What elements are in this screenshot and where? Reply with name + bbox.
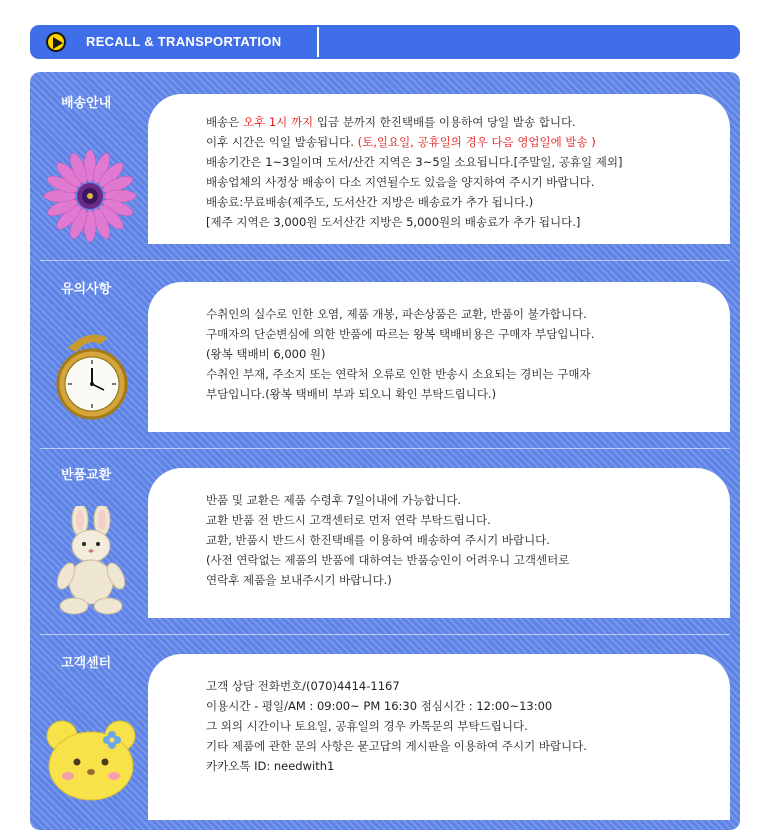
delivery-card (148, 94, 730, 244)
section-title: 유의사항 (61, 282, 112, 297)
exchange-text (206, 490, 718, 590)
text-span: 이후 시간은 익일 발송됩니다. (206, 135, 358, 149)
header-divider (317, 27, 319, 57)
exchange-card (148, 468, 730, 618)
play-icon (46, 32, 66, 52)
info-line (206, 212, 718, 232)
info-line (206, 696, 718, 716)
text-span: 수취인 부재, 주소지 또는 연락처 오류로 인한 반송시 소요되는 경비는 구매자 (206, 367, 591, 381)
text-span: 구매자의 단순변심에 의한 반품에 따르는 왕복 택배비용은 구매자 부담입니다. (206, 327, 595, 341)
page-title: RECALL & TRANSPORTATION (86, 34, 282, 49)
text-span: 배송료:무료배송(제주도, 도서산간 지방은 배송료가 추가 됩니다.) (206, 195, 534, 209)
info-line (206, 716, 718, 736)
notice-card (148, 282, 730, 432)
section-title: 배송안내 (61, 96, 112, 111)
text-span: 배송은 (206, 115, 243, 129)
info-line (206, 192, 718, 212)
flower-icon (44, 148, 136, 244)
delivery-text (206, 112, 718, 232)
service-card (148, 654, 730, 820)
info-line (206, 344, 718, 364)
section-divider (40, 260, 730, 261)
service-text (206, 676, 718, 776)
notice-section (30, 262, 740, 448)
bear-icon (44, 718, 138, 804)
text-span: 기타 제품에 관한 문의 사항은 묻고답의 게시판을 이용하여 주시기 바랍니다. (206, 739, 587, 753)
info-panel (30, 72, 740, 830)
info-line (206, 676, 718, 696)
info-line (206, 112, 718, 132)
text-span: 입금 분까지 한진택배를 이용하여 당일 발송 합니다. (313, 115, 576, 129)
info-line (206, 570, 718, 590)
text-span: 교환, 반품시 반드시 한진택배를 이용하여 배송하여 주시기 바랍니다. (206, 533, 550, 547)
delivery-section (30, 72, 740, 262)
info-line (206, 172, 718, 192)
info-line (206, 152, 718, 172)
info-line (206, 364, 718, 384)
text-span: 그 외의 시간이나 토요일, 공휴일의 경우 카톡문의 부탁드립니다. (206, 719, 528, 733)
notice-text (206, 304, 718, 404)
info-line (206, 384, 718, 404)
text-span: 고객 상담 전화번호/(070)4414-1167 (206, 679, 400, 693)
text-span: 반품 및 교환은 제품 수령후 7일이내에 가능합니다. (206, 493, 462, 507)
info-line (206, 736, 718, 756)
text-span: [제주 지역은 3,000원 도서산간 지방은 5,000원의 배송료가 추가 됩니다.] (206, 215, 581, 229)
info-line (206, 304, 718, 324)
info-line (206, 756, 718, 776)
header-bar (30, 25, 740, 59)
text-span: 이용시간 - 평일/AM : 09:00~ PM 16:30 점심시간 : 12:00~13:00 (206, 699, 553, 713)
highlight-text: 오후 1시 까지 (242, 115, 314, 129)
info-line (206, 324, 718, 344)
text-span: 카카오톡 ID: needwith1 (206, 759, 335, 773)
rabbit-toy-icon (44, 506, 136, 618)
text-span: (사전 연락없는 제품의 반품에 대하여는 반품승인이 어려우니 고객센터로 (206, 553, 570, 567)
text-span: 배송기간은 1~3일이며 도서/산간 지역은 3~5일 소요됩니다.[주말일, 공휴일 제외] (206, 155, 623, 169)
info-line (206, 490, 718, 510)
section-title: 고객센터 (61, 656, 112, 671)
info-line (206, 550, 718, 570)
text-span: (왕복 택배비 6,000 원) (206, 347, 326, 361)
text-span: 연락후 제품을 보내주시기 바랍니다.) (206, 573, 392, 587)
text-span: 수취인의 실수로 인한 오염, 제품 개봉, 파손상품은 교환, 반품이 불가합니다. (206, 307, 587, 321)
info-line (206, 530, 718, 550)
info-line (206, 510, 718, 530)
text-span: 배송업체의 사정상 배송이 다소 지연될수도 있음을 양지하여 주시기 바랍니다. (206, 175, 595, 189)
exchange-section (30, 448, 740, 634)
info-line (206, 132, 718, 152)
pocket-watch-icon (48, 328, 134, 426)
service-section (30, 634, 740, 830)
text-span: 교환 반품 전 반드시 고객센터로 먼저 연락 부탁드립니다. (206, 513, 491, 527)
text-span: 부담입니다.(왕복 택배비 부과 되오니 확인 부탁드립니다.) (206, 387, 497, 401)
section-title: 반품교환 (61, 468, 112, 483)
highlight-text: (토,일요일, 공휴일의 경우 다음 영업일에 발송 ) (357, 135, 596, 149)
